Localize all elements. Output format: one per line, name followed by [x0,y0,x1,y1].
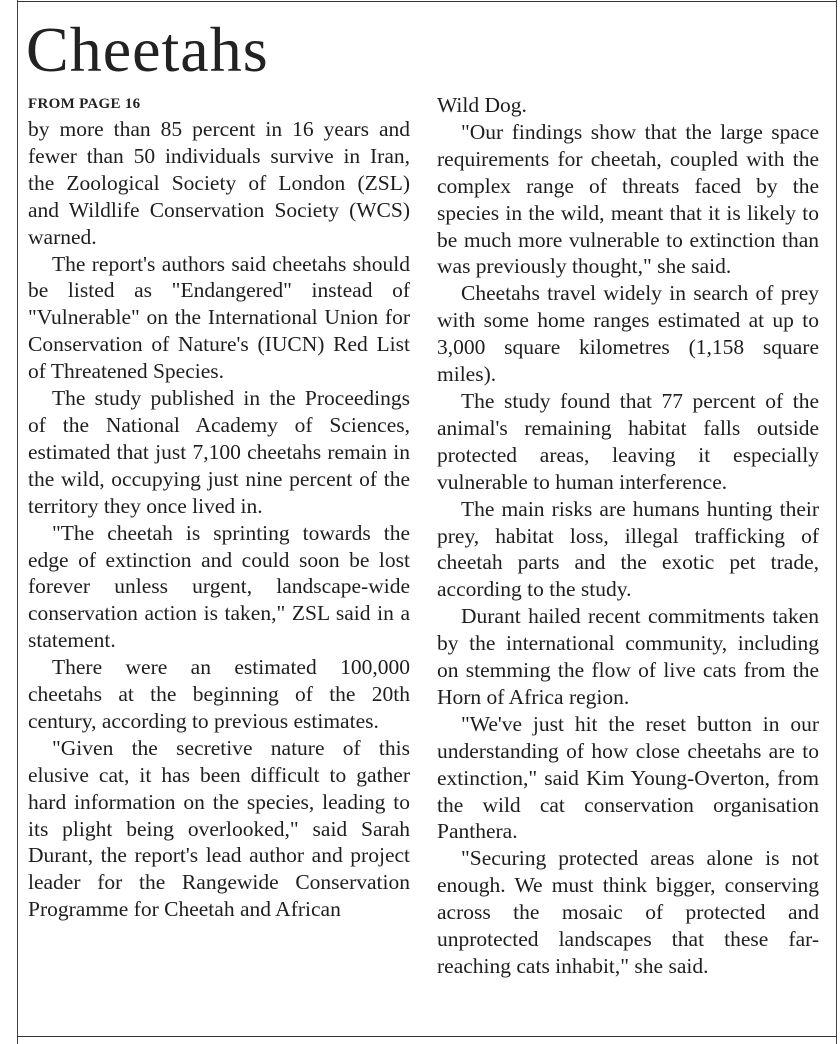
paragraph: "We've just hit the reset button in our understanding of how close cheetahs are to extinction," said Kim Young-Overton, from the wild cat conservation organisation Panthera. [437,711,819,844]
left-column [28,92,410,923]
paragraph: "Securing protected areas alone is not enough. We must think bigger, conserving across the mosaic of protected and unprotected landscapes that these far-reaching cats inhabit," she said. [437,846,819,978]
paragraph: "Given the secretive nature of this elusive cat, it has been difficult to gather hard information on the species, leading to its plight being overlooked," said Sarah Durant, the report's lead author and project leader for the Rangewide Conservation Programme for Cheetah and African [28,735,410,922]
paragraph: "The cheetah is sprinting towards the edge of extinction and could soon be lost forever unless urgent, landscape-wide conservation action is taken," ZSL said in a statement. [28,520,410,653]
paragraph: The study found that 77 percent of the animal's remaining habitat falls outside protected areas, leaving it especially vulnerable to human interference. [437,388,819,494]
paragraph: by more than 85 percent in 16 years and fewer than 50 individuals survive in Iran, the Zoological Society of London (ZSL) and Wildlife Conservation Society (WCS) warned. [28,117,410,249]
jump-label: FROM PAGE 16 [28,96,141,112]
headline: Cheetahs [26,14,269,85]
right-column [437,92,819,980]
paragraph: Wild Dog. [437,93,527,117]
bottom-rule [17,1036,837,1037]
paragraph: "Our findings show that the large space requirements for cheetah, coupled with the complex range of threats faced by the species in the wild, meant that it is likely to be much more vulnerable to extinction than was previously thought," she said. [437,119,819,279]
paragraph: The study published in the Proceedings of the National Academy of Sciences, estimated that just 7,100 cheetahs remain in the wild, occupying just nine percent of the territory they once lived in. [28,386,410,518]
paragraph: The main risks are humans hunting their prey, habitat loss, illegal trafficking of cheetah parts and the exotic pet trade, according to the study. [437,496,819,602]
paragraph: Durant hailed recent commitments taken by the international community, including on stemming the flow of live cats from the Horn of Africa region. [437,604,819,709]
top-rule [17,1,837,2]
paragraph: The report's authors said cheetahs should be listed as "Endangered" instead of "Vulnerable" on the International Union for Conservation of Nature's (IUCN) Red List of Threatened Species. [28,251,410,384]
paragraph: There were an estimated 100,000 cheetahs at the beginning of the 20th century, according to previous estimates. [28,655,410,733]
paragraph: Cheetahs travel widely in search of prey with some home ranges estimated at up to 3,000 square kilometres (1,158 square miles). [437,281,819,387]
